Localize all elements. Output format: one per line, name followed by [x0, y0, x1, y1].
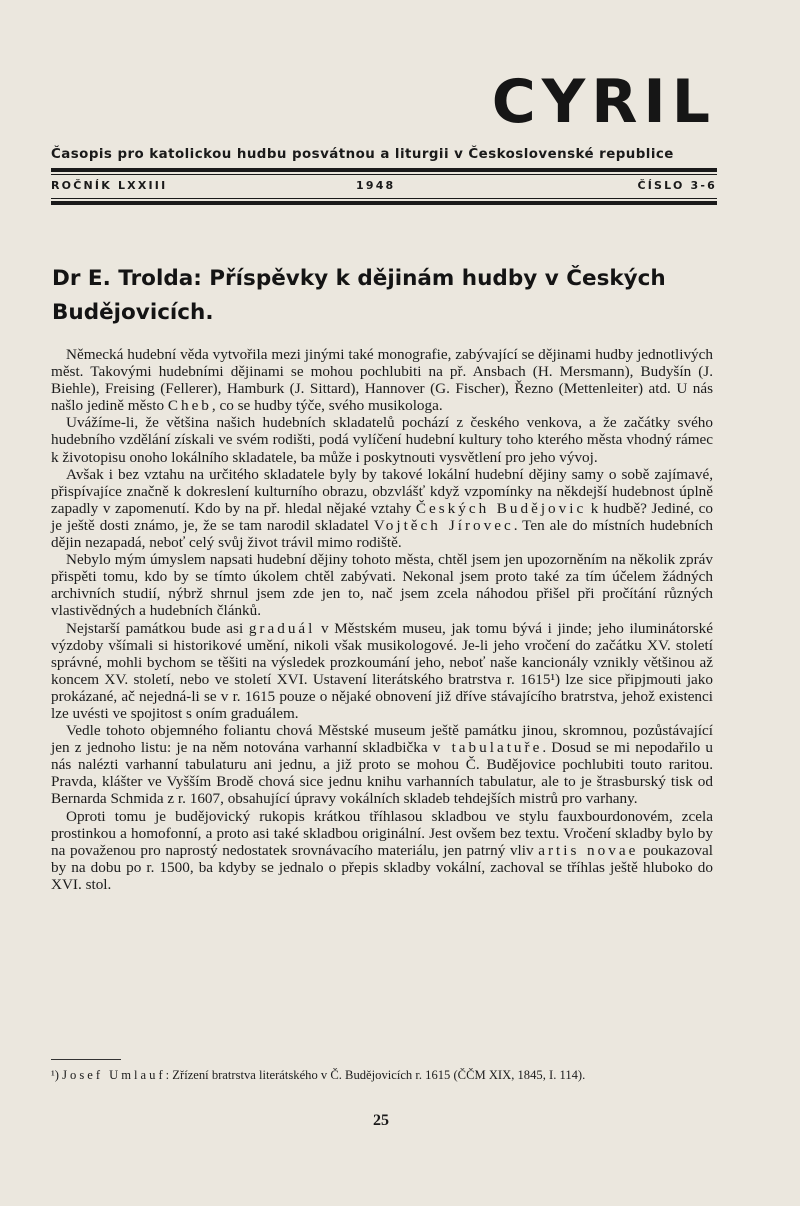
text-run: , co se hudby týče, svého musikologa.: [211, 397, 443, 415]
header-rule-bottom: [51, 201, 717, 205]
paragraph: [51, 466, 713, 551]
text-run: v Městském museu, jak tomu bývá i jinde; jeho iluminátorské výzdoby všímali si historikové umění, nikoli však musikologové. Je-li jeho vročení do začátku XV. století správné, mohli bychom se těšiti na výsledek prozkoumání jeho, neboť naše kancionály vznikly většinou až koncem XV. století, nebo ve století XVI. Ustavení literátského bratrstva r. 1615¹) lze sice připjmouti jako prokázané, ač nejedná-li se v r. 1615 pouze o nějaké obnovení již dříve stávajícího bratrstva, jehož existenci lze uvésti ve spojitost s oním graduálem.: [51, 619, 713, 722]
text-run: poukazoval by na dobu po r. 1500, ba kdyby se jednalo o přepis skladby vokální, zachoval se tříhlas ještě hluboko do XVI. stol.: [51, 841, 713, 893]
paragraph: [51, 414, 713, 465]
issue-info: [51, 179, 717, 195]
text-run: Avšak i bez vztahu na určitého skladatele byly by takové lokální hudební dějiny samy o sobě zajímavé, přispívajíce značně k dokreslení kulturního obrazu, obzvlášť když vzpomínky na někdejší hudebnost úplně zapadly v zapomenutí. Kdo by na př. hledal nějaké vztahy: [51, 465, 713, 517]
text-run: Uvážíme-li, že většina našich hudebních skladatelů pochází z českého venkova, a že začátky svého hudebního vzdělání získali ve svém rodišti, podá vylíčení hudební kultury toho kterého města vhodný rámec k životopisu onoho lokálního skladatele, ba může i poskytnouti vysvětlení pro jeho vývoj.: [51, 414, 713, 466]
paragraph: [51, 551, 713, 619]
footnote-divider: [51, 1059, 121, 1060]
footnote-author: Josef Umlauf: [62, 1068, 166, 1082]
article-title: Dr E. Trolda: Příspěvky k dějinám hudby v Českých Budějovicích.: [52, 266, 666, 325]
text-run: k hudbě? Jediné, co je ještě dosti známo, je, že se tam narodil skladatel: [51, 499, 714, 534]
header-rule-bottom-thin: [51, 198, 717, 199]
text-run: Oproti tomu je budějovický rukopis krátkou tříhlasou skladbou ve stylu fauxbourdonovém, zcela prostinkou a homofonní, a proto asi také skladbou originální. Jest ovšem bez textu. Vročení skladby bylo by na považenou pro naprostý nedostatek srovnávacího materiálu, jen patrný vliv: [51, 807, 713, 859]
spaced-emphasis: Českých Budějovic: [415, 499, 587, 517]
header-rule-top: [51, 168, 717, 172]
paragraph: [51, 808, 713, 893]
header-rule-top-thin: [51, 174, 717, 175]
volume-label: ROČNÍK LXXIII: [51, 179, 168, 192]
spaced-emphasis: v tabulatuře: [432, 739, 543, 757]
text-run: Nebylo mým úmyslem napsati hudební dějiny tohoto města, chtěl jsem jen upozorněním na několik zpráv přispěti tomu, kdo by se tímto úkolem chtěl zabývati. Nekonal jsem proto také za tím účelem žádných archivních studií, nýbrž shrnul jsem zde jen to, nač jsem zcela náhodou přišel při pročítání různých vlastivědných a hudebních článků.: [51, 551, 713, 620]
spaced-emphasis: Cheb: [167, 397, 212, 415]
spaced-emphasis: graduál: [248, 619, 316, 637]
text-run: Vedle tohoto objemného foliantu chová Městské museum ještě památku jinou, skromnou, pozůstávající jen z jednoho listu: je na něm notována varhanní skladbička: [51, 722, 713, 757]
spaced-emphasis: Vojtěch Jírovec: [373, 516, 514, 534]
paragraph: [51, 620, 713, 723]
page-number: 25: [373, 1112, 389, 1129]
article-body: [51, 346, 713, 893]
year-label: 1948: [356, 179, 396, 192]
issue-label: ČÍSLO 3-6: [637, 179, 717, 192]
paragraph: [51, 346, 713, 414]
footnote-text: : Zřízení bratrstva literátského v Č. Budějovicích r. 1615 (ČČM XIX, 1845, I. 114).: [165, 1068, 586, 1082]
text-run: . Dosud se mi nepodařilo u nás nalézti varhanní tabulaturu ani jednu, a již proto se mohou Č. Budějovice pochlubiti touto raritou. Pravda, klášter ve Vyšším Brodě chová sice jednu knihu varhanních tabulatur, ale to je štrasburský tisk od Bernarda Schmida z r. 1607, obsahující úpravy vokálních skladeb tehdejších mistrů pro varhany.: [51, 739, 713, 808]
footnote-marker: ¹): [51, 1068, 59, 1082]
footnote: [51, 1068, 713, 1083]
text-run: Nejstarší památkou bude asi: [66, 619, 249, 637]
journal-subtitle: Časopis pro katolickou hudbu posvátnou a liturgii v Československé republice: [51, 147, 674, 162]
spaced-emphasis: artis novae: [538, 841, 639, 859]
text-run: Německá hudební věda vytvořila mezi jinými také monografie, zabývající se dějinami hudby jednotlivých měst. Takovými hudebními dějinami se mohou pochlubiti na př. Ansbach (H. Mersmann), Budyšín (J. Biehle), Freising (Fellerer), Hamburk (J. Sittard), Hannover (G. Fischer), Řezno (Mettenleiter) atd. U nás našlo jedině město: [51, 346, 713, 415]
journal-title: CYRIL: [491, 67, 716, 137]
text-run: . Ten ale do místních hudebních dějin nezapadá, neboť celý svůj život trávil mimo rodiště.: [51, 516, 713, 552]
paragraph: [51, 722, 713, 807]
